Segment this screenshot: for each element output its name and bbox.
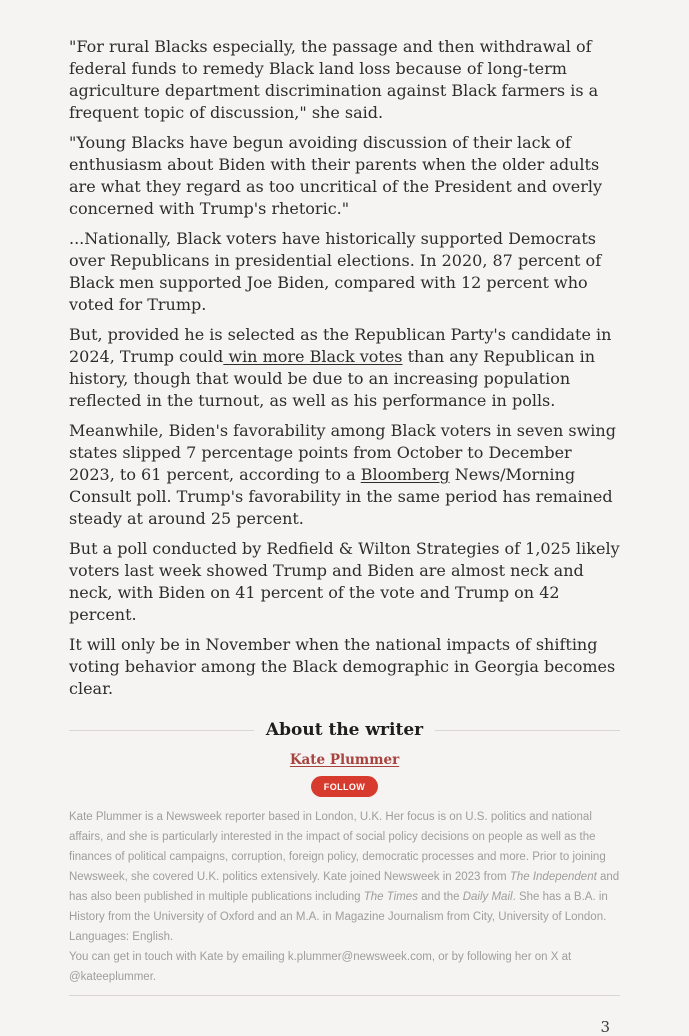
page-number: 3 (600, 1018, 610, 1036)
paragraph-text: But, provided he is selected as the Republican Party's candidate in 2024, Trump could (69, 325, 612, 366)
author-languages: Languages: English. (69, 931, 174, 943)
bio-publication-name: Daily Mail (462, 891, 513, 903)
follow-button-row (69, 775, 620, 797)
heading-rule-right (435, 730, 620, 731)
paragraph-text: than any Republican in history, though that would be due to an increasing population reflected in the turnout, as well as his performance in polls. (69, 347, 596, 410)
heading-rule-left (69, 730, 254, 731)
about-the-writer-section (69, 720, 620, 996)
bio-text: Kate Plummer is a Newsweek reporter based in London, U.K. Her focus is on U.S. politics and national affairs, and she is particularly interested in the impact of social policy decisions on people as well as the finances of political campaigns, corruption, foreign policy, democratic processes and more. Prior to joining Newsweek, she covered U.K. politics extensively. Kate joined Newsweek in 2023 from (69, 811, 606, 883)
article-paragraph: "For rural Blacks especially, the passage and then withdrawal of federal funds to remedy Black land loss because of long-term agriculture department discrimination against Black farmers is a frequent topic of discussion," she said. (69, 37, 599, 122)
paragraph-text: Meanwhile, Biden's favorability among Black voters in seven swing states slipped 7 percentage points from October to December 2023, to 61 percent, according to a (69, 421, 616, 484)
bio-publication-name: The Times (363, 891, 418, 903)
article-paragraph (69, 324, 620, 412)
about-heading-row (69, 720, 620, 740)
bio-text: and the (417, 891, 463, 903)
bio-text: and has also been published in multiple publications including (69, 871, 620, 903)
follow-button[interactable]: FOLLOW (311, 776, 378, 797)
paragraph-text: News/Morning Consult poll. Trump's favorability in the same period has remained steady at around 25 percent. (69, 465, 613, 528)
article-paragraph: But a poll conducted by Redfield & Wilton Strategies of 1,025 likely voters last week showed Trump and Biden are almost neck and neck, with Biden on 41 percent of the vote and Trump on 42 percent. (69, 539, 620, 624)
author-name-row (69, 749, 620, 768)
article-paragraph: ...Nationally, Black voters have historically supported Democrats over Republicans in presidential elections. In 2020, 87 percent of Black men supported Joe Biden, compared with 12 percent who voted for Trump. (69, 229, 602, 314)
about-writer-heading: About the writer (265, 720, 424, 740)
article-body (69, 36, 620, 700)
author-contact: You can get in touch with Kate by emailing k.plummer@newsweek.com, or by following her on X at @kateeplummer. (69, 951, 572, 983)
article-paragraph: "Young Blacks have begun avoiding discussion of their lack of enthusiasm about Biden with their parents when the older adults are what they regard as too uncritical of the President and overly concerned with Trump's rhetoric." (69, 133, 602, 218)
bio-publication-name: The Independent (509, 871, 597, 883)
bio-text: . She has a B.A. in History from the University of Oxford and an M.A. in Magazine Journalism from City, University of London. (69, 891, 608, 923)
bloomberg-link[interactable]: Bloomberg (360, 465, 450, 484)
section-bottom-rule (69, 995, 620, 996)
win-more-black-votes-link[interactable]: win more Black votes (223, 347, 403, 366)
article-paragraph: It will only be in November when the national impacts of shifting voting behavior among the Black demographic in Georgia becomes clear. (69, 635, 616, 698)
article-paragraph (69, 420, 620, 530)
author-name-link[interactable]: Kate Plummer (289, 752, 400, 768)
author-bio (69, 807, 620, 927)
